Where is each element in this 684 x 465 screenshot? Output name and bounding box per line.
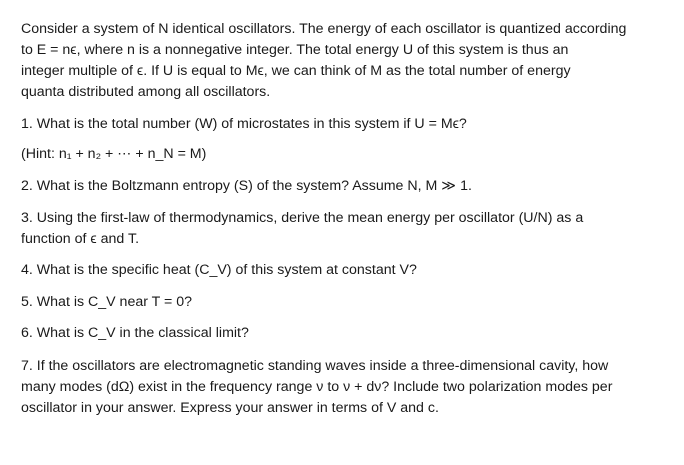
intro-paragraph	[21, 19, 671, 103]
intro-line: quanta distributed among all oscillators.	[21, 84, 271, 100]
problem-document	[21, 19, 671, 419]
question-7-line: oscillator in your answer. Express your answer in terms of V and c.	[21, 400, 439, 416]
question-3-line: 3. Using the first-law of thermodynamics, derive the mean energy per oscillator (U/N) as a	[21, 210, 584, 226]
question-2: 2. What is the Boltzmann entropy (S) of the system? Assume N, M ≫ 1.	[21, 178, 472, 194]
intro-line: Consider a system of N identical oscillators. The energy of each oscillator is quantized according	[21, 21, 627, 37]
intro-line: integer multiple of ϵ. If U is equal to Mϵ, we can think of M as the total number of energy	[21, 63, 571, 79]
question-3	[21, 208, 671, 250]
question-4: 4. What is the specific heat (C_V) of this system at constant V?	[21, 262, 417, 278]
question-3-line: function of ϵ and T.	[21, 231, 140, 247]
question-7-line: 7. If the oscillators are electromagnetic standing waves inside a three-dimensional cavity, how	[21, 358, 609, 374]
question-5: 5. What is C_V near T = 0?	[21, 294, 192, 310]
question-7-line: many modes (dΩ) exist in the frequency range ν to ν + dν? Include two polarization modes per	[21, 379, 613, 395]
question-7	[21, 356, 671, 419]
question-6: 6. What is C_V in the classical limit?	[21, 325, 249, 341]
question-1: 1. What is the total number (W) of microstates in this system if U = Mϵ?	[21, 116, 467, 132]
hint-line: (Hint: n₁ + n₂ + ⋯ + n_N = M)	[21, 146, 207, 162]
intro-line: to E = nϵ, where n is a nonnegative integer. The total energy U of this system is thus an	[21, 42, 569, 58]
